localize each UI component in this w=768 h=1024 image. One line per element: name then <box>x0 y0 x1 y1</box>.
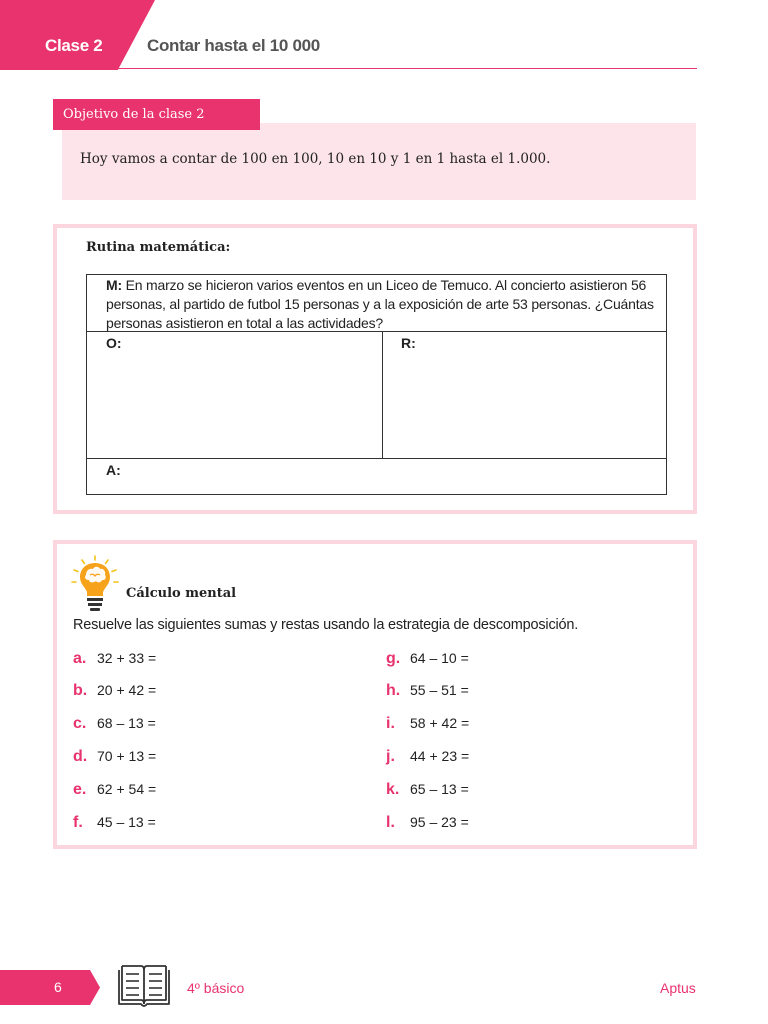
grade-label: 4º básico <box>187 980 245 996</box>
exercise-letter: d. <box>73 748 88 765</box>
mental-calc-title: Cálculo mental <box>126 586 237 601</box>
cell-r-label: R: <box>401 335 416 351</box>
exercise-letter: l. <box>386 814 395 831</box>
objective-tag: Objetivo de la clase 2 <box>53 99 260 130</box>
exercise-item <box>73 781 156 801</box>
exercise-letter: g. <box>386 650 401 667</box>
exercise-letter: e. <box>73 781 87 798</box>
problem-text: En marzo se hicieron varios eventos en un Liceo de Temuco. Al concierto asistieron 56 personas, al partido de futbol 15 personas y a la exposición de arte 53 personas. ¿Cuántas personas asistieron en total a las actividades? <box>106 277 654 331</box>
table-divider <box>382 331 383 459</box>
exercise-letter: b. <box>73 682 88 699</box>
table-divider <box>86 331 667 332</box>
exercise-text: 70 + 13 = <box>97 748 157 764</box>
exercise-item <box>73 650 156 670</box>
exercise-item <box>73 814 156 834</box>
exercise-text: 68 – 13 = <box>97 715 156 731</box>
problem-label: M: <box>106 277 122 293</box>
exercise-text: 65 – 13 = <box>410 781 469 797</box>
exercise-text: 45 – 13 = <box>97 814 156 830</box>
cell-a-label: A: <box>106 462 121 478</box>
exercise-letter: i. <box>386 715 395 732</box>
exercise-text: 44 + 23 = <box>410 748 470 764</box>
exercise-text: 20 + 42 = <box>97 682 157 698</box>
exercise-letter: f. <box>73 814 83 831</box>
header-tab <box>0 0 155 70</box>
routine-problem <box>106 276 664 333</box>
exercise-text: 95 – 23 = <box>410 814 469 830</box>
brand-label: Aptus <box>660 980 696 996</box>
table-divider <box>86 458 667 459</box>
exercise-text: 58 + 42 = <box>410 715 470 731</box>
class-label: Clase 2 <box>45 36 103 55</box>
mental-calc-instructions: Resuelve las siguientes sumas y restas usando la estrategia de descomposición. <box>73 617 579 633</box>
exercise-item <box>386 814 469 834</box>
exercise-letter: k. <box>386 781 400 798</box>
open-book-icon <box>116 962 172 1010</box>
cell-o-label: O: <box>106 335 122 351</box>
exercise-item <box>386 715 469 735</box>
page-title: Contar hasta el 10 000 <box>147 36 320 55</box>
exercise-text: 32 + 33 = <box>97 650 157 666</box>
exercise-item <box>73 748 156 768</box>
exercise-text: 62 + 54 = <box>97 781 157 797</box>
exercise-item <box>386 781 469 801</box>
objective-text: Hoy vamos a contar de 100 en 100, 10 en 10 y 1 en 1 hasta el 1.000. <box>80 151 551 167</box>
exercise-letter: a. <box>73 650 87 667</box>
exercise-item <box>386 748 469 768</box>
lightbulb-brain-icon <box>70 555 120 613</box>
exercise-letter: h. <box>386 682 401 699</box>
exercise-item <box>73 682 156 702</box>
exercise-item <box>386 650 469 670</box>
routine-title: Rutina matemática: <box>86 240 231 255</box>
header-divider <box>118 68 697 69</box>
exercise-item <box>386 682 469 702</box>
exercise-letter: c. <box>73 715 87 732</box>
exercise-item <box>73 715 156 735</box>
exercise-text: 55 – 51 = <box>410 682 469 698</box>
page-number: 6 <box>54 979 62 995</box>
exercise-text: 64 – 10 = <box>410 650 469 666</box>
page-number-tab <box>0 970 100 1005</box>
exercise-letter: j. <box>386 748 395 765</box>
